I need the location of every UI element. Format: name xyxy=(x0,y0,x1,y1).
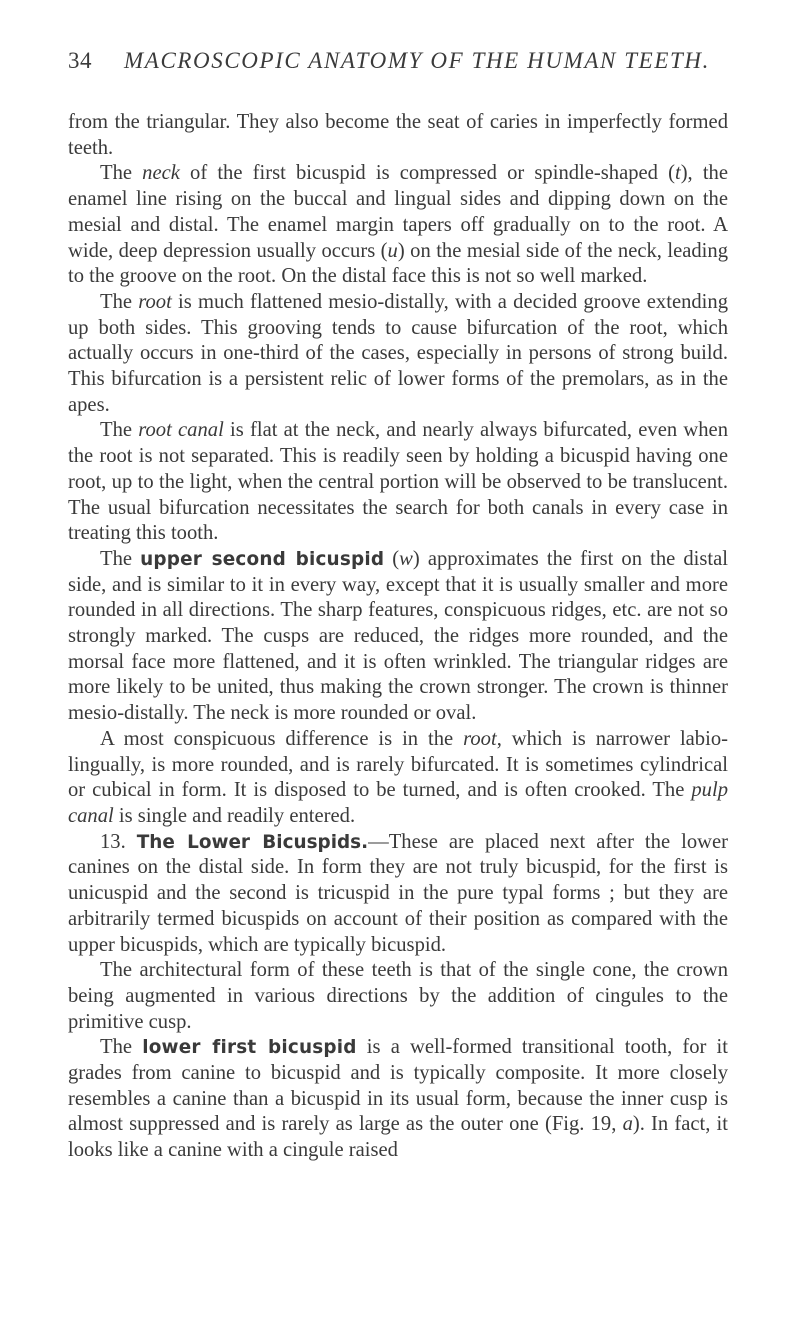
section-heading: The Lower Bicuspids. xyxy=(136,831,369,853)
paragraph-text: ), the enamel line rising on the buccal and lingual sides and dipping down on the mesial and distal. The enamel margin tapers off gradually on to the root. A wide, deep depression usually occurs ( xyxy=(68,162,728,262)
paragraph-root-difference xyxy=(68,727,728,830)
term-neck: neck xyxy=(142,162,180,185)
paragraph-lead: The xyxy=(100,290,139,313)
paragraph-text: is much flattened mesio-distally, with a decided groove extending up both sides. This grooving tends to cause bifurcation of the root, which actually occurs in one-third of the cases, especially in persons of strong build. This bifurcation is a persistent relic of lower forms of the premolars, as in the apes. xyxy=(68,290,728,416)
paragraph-lead: The xyxy=(100,1036,143,1059)
figure-ref: a xyxy=(622,1113,633,1136)
paragraph-caries xyxy=(68,110,728,161)
paragraph-text: is single and readily entered. xyxy=(113,804,356,827)
term-lower-first-bicuspid: lower first bicuspid xyxy=(142,1037,357,1059)
paragraph-lower-bicuspids xyxy=(68,830,728,959)
paragraph-root xyxy=(68,290,728,419)
term-root-canal: root canal xyxy=(138,419,224,442)
body-text xyxy=(68,110,728,1164)
running-head-title: MACROSCOPIC ANATOMY OF THE HUMAN TEETH. xyxy=(124,48,710,73)
paragraph-text: from the triangular. They also become the seat of caries in imperfectly formed teeth. xyxy=(68,111,728,159)
section-number: 13. xyxy=(100,830,137,853)
paragraph-text: The architectural form of these teeth is that of the single cone, the crown being augmented in various directions by the addition of cingules to the primitive cusp. xyxy=(68,959,728,1033)
paragraph-text: of the first bicuspid is compressed or spindle-shaped ( xyxy=(179,162,675,185)
figure-ref: w xyxy=(399,547,413,570)
figure-ref: t xyxy=(674,162,681,185)
paragraph-text: is a well-formed transitional tooth, for it grades from canine to bicuspid and is typically composite. It more closely resembles a canine than a bicuspid in its usual form, because the inner cusp is almost suppressed and is rarely as large as the outer one (Fig. 19, xyxy=(68,1036,728,1136)
figure-ref: u xyxy=(387,239,398,262)
term-pulp-canal: pulp canal xyxy=(68,779,728,827)
paragraph-text: —These are placed next after the lower canines on the distal side. In form they are not truly bicuspid, for the first is unicuspid and the second is tricuspid in the pure typal forms ; but they are arbitrarily termed bicuspids on account of their position as compared with the upper bicuspids, which are typically bicuspid. xyxy=(68,830,728,956)
paragraph-upper-second-bicuspid xyxy=(68,547,728,727)
paragraph-lead: The xyxy=(100,162,143,185)
paragraph-text: ) approximates the first on the distal side, and is similar to it in every way, except that it is usually smaller and more rounded in all directions. The sharp features, conspicuous ridges, etc. are not so strongly marked. The cusps are reduced, the ridges more rounded, and the morsal face more flattened, and it is often wrinkled. The triangular ridges are more likely to be united, thus making the crown stronger. The crown is thinner mesio-distally. The neck is more rounded or oval. xyxy=(68,547,728,725)
term-root: root xyxy=(463,727,497,750)
paragraph-text: is flat at the neck, and nearly always bifurcated, even when the root is not separated. This is readily seen by holding a bicuspid having one root, up to the light, when the central portion will be observed to be translucent. The usual bifurcation necessitates the search for both canals in every case in treating this tooth. xyxy=(68,419,728,545)
paragraph-text: , which is narrower labio-lingually, is more rounded, and is rarely bifurcated. It is sometimes cylindrical or cubical in form. It is disposed to be turned, and is often crooked. The xyxy=(68,727,728,802)
term-root: root xyxy=(138,290,172,313)
paragraph-text: ( xyxy=(384,547,400,570)
running-head xyxy=(68,48,728,88)
term-upper-second-bicuspid: upper second bicuspid xyxy=(140,548,385,570)
paragraph-neck xyxy=(68,161,728,290)
paragraph-lower-first-bicuspid xyxy=(68,1035,728,1164)
paragraph-root-canal xyxy=(68,418,728,547)
paragraph-text: ) on the mesial side of the neck, leading to the groove on the root. On the distal face this is not so well marked. xyxy=(68,239,728,288)
paragraph-lead: The xyxy=(100,547,141,570)
paragraph-lead: The xyxy=(100,419,139,442)
paragraph-architectural-form xyxy=(68,958,728,1035)
page-number: 34 xyxy=(68,48,92,73)
paragraph-text: A most conspicuous difference is in the xyxy=(100,727,464,750)
paragraph-text: ). In fact, it looks like a canine with a cingule raised xyxy=(68,1113,728,1162)
